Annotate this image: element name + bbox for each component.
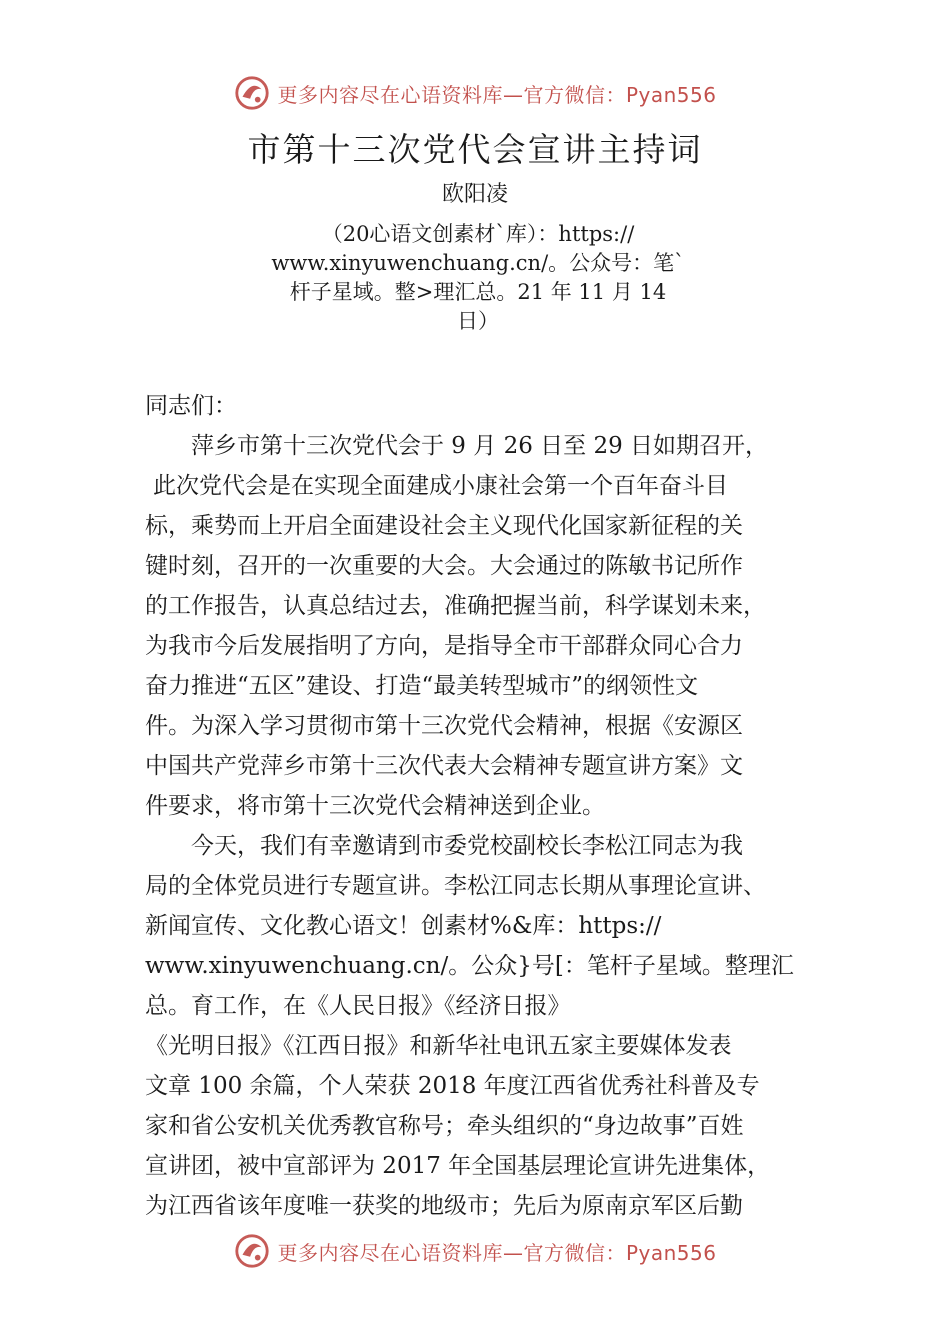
watermark-banner-top [0, 68, 950, 118]
body-line: 件。为深入学习贯彻市第十三次党代会精神，根据《安源区 [145, 713, 743, 739]
body-line: 的工作报告，认真总结过去，准确把握当前，科学谋划未来， [145, 593, 766, 619]
body-line: 家和省公安机关优秀教官称号；牵头组织的“身边故事”百姓 [145, 1113, 744, 1139]
body-line: 今天，我们有幸邀请到市委党校副校长李松江同志为我 [191, 833, 743, 859]
body-line: 总。育工作，在《人民日报》《经济日报》 [145, 993, 571, 1019]
body-line: 键时刻，召开的一次重要的大会。大会通过的陈敏书记所作 [145, 553, 743, 579]
body-line: 为我市今后发展指明了方向，是指导全市干部群众同心合力 [145, 633, 743, 659]
document-title: 市第十三次党代会宣讲主持词 [247, 130, 703, 169]
body-line: www.xinyuwenchuang.cn/。公众}号[：笔杆子星域。整理汇 [145, 953, 794, 979]
source-note-line: www.xinyuwenchuang.cn/。公众号：笔` [271, 251, 685, 275]
source-note [253, 220, 703, 336]
watermark-text: 更多内容尽在心语资料库—官方微信：Pyan556 [277, 1240, 717, 1265]
brand-logo-icon [233, 74, 271, 112]
body-line: 萍乡市第十三次党代会于 9 月 26 日至 29 日如期召开， [191, 433, 769, 459]
body-line: 此次党代会是在实现全面建成小康社会第一个百年奋斗目 [153, 473, 728, 499]
document-author: 欧阳凌 [441, 182, 508, 207]
salutation: 同志们： [145, 393, 237, 419]
body-line: 局的全体党员进行专题宣讲。李松江同志长期从事理论宣讲、 [145, 873, 766, 899]
body-line: 新闻宣传、文化教心语文！创素材%&库：https:// [145, 913, 662, 939]
body-line: 宣讲团，被中宣部评为 2017 年全国基层理论宣讲先进集体， [145, 1153, 771, 1179]
brand-logo-icon [233, 1232, 271, 1270]
body-line: 奋力推进“五区”建设、打造“最美转型城市”的纲领性文 [145, 673, 699, 699]
body-line: 文章 100 余篇，个人荣获 2018 年度江西省优秀社科普及专 [145, 1073, 760, 1099]
body-line: 件要求，将市第十三次党代会精神送到企业。 [145, 793, 605, 819]
source-note-line: （20心语文创素材`库）：https:// [321, 222, 635, 246]
source-note-line: 杆子星域。整>理汇总。21 年 11 月 14 [289, 280, 667, 304]
document-body [145, 386, 845, 1226]
body-line: 标，乘势而上开启全面建设社会主义现代化国家新征程的关 [145, 513, 743, 539]
watermark-banner-bottom [0, 1226, 950, 1276]
body-line: 《光明日报》《江西日报》和新华社电讯五家主要媒体发表 [145, 1033, 732, 1059]
body-line: 为江西省该年度唯一获奖的地级市；先后为原南京军区后勤 [145, 1193, 743, 1219]
body-line: 中国共产党萍乡市第十三次代表大会精神专题宣讲方案》文 [145, 753, 743, 779]
source-note-line: 日） [457, 309, 499, 333]
watermark-text: 更多内容尽在心语资料库—官方微信：Pyan556 [277, 82, 717, 107]
